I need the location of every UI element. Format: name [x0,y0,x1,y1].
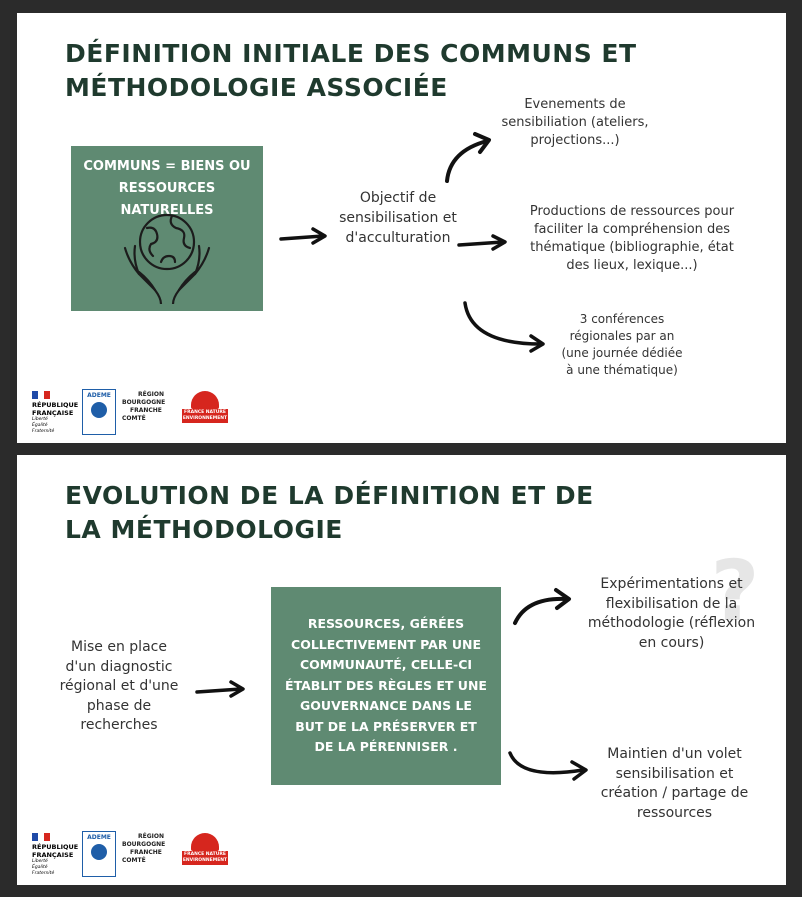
region-line3: FRANCHE [130,407,162,414]
events-text: Evenements de sensibiliation (ateliers, projections...) [501,97,649,148]
resources-definition-text: RESSOURCES, GÉRÉES COLLECTIVEMENT PAR UNE COMMUNAUTÉ, CELLE-CI ÉTABLIT DES RÈGLES ET UNE GOUVERNANCE DANS LE BUT DE LA PRÉSERVER ET DE LA PÉRENNISER . [285,616,487,755]
globe-hands-icon [117,204,217,304]
curved-arrow-up-icon [511,585,575,629]
slide-2-title: EVOLUTION DE LA DÉFINITION ET DE LA MÉTHODOLOGIE [65,481,594,544]
region-line2: BOURGOGNE [122,399,166,406]
fne-label [182,851,228,865]
fne-label [182,409,228,423]
commons-definition-box [71,146,263,311]
region-bfc-logo [122,391,172,423]
ademe-logo [82,389,116,435]
conferences-text: 3 conférences régionales par an (une journée dédiée à une thématique) [561,312,683,377]
ademe-globe-icon [91,402,107,418]
republique-francaise-logo [32,833,80,877]
rf-line2: FRANÇAISE [32,409,74,417]
region-line1: RÉGION [138,391,164,398]
slide-1 [17,13,786,443]
region-line4: COMTÉ [122,857,146,864]
rf-motto: Liberté Égalité Fraternité [32,417,55,434]
arrow-right-icon [279,228,329,246]
region-line2: BOURGOGNE [122,841,166,848]
curved-arrow-down-icon [507,750,593,786]
partner-logos [32,389,272,439]
ademe-label: ADEME [87,392,111,399]
resources-production-text: Productions de ressources pour faciliter la compréhension des thématique (bibliographie, état des lieux, lexique...) [529,204,735,273]
region-line4: COMTÉ [122,415,146,422]
rf-line1: RÉPUBLIQUE [32,401,79,409]
partner-logos [32,831,272,881]
ademe-logo [82,831,116,877]
flag-icon [32,833,50,841]
fne-line2: ENVIRONNEMENT [182,416,228,421]
region-line3: FRANCHE [130,849,162,856]
slide-2 [17,455,786,885]
curved-arrow-down-icon [461,299,551,354]
diagnostic-text: Mise en place d'un diagnostic régional et d'une phase de recherches [59,639,179,733]
arrow-right-icon [457,235,509,253]
republique-francaise-logo [32,391,80,435]
region-line1: RÉGION [138,833,164,840]
flag-icon [32,391,50,399]
experimentation-text: Expérimentations et flexibilisation de la méthodologie (réflexion en cours) [587,576,756,651]
commons-definition-text: COMMUNS = BIENS OU RESSOURCES NATURELLES [83,159,251,218]
fne-line1: FRANCE NATURE [184,410,226,415]
ademe-globe-icon [91,844,107,860]
resources-definition-box [271,587,501,785]
fne-logo [182,391,228,431]
ademe-label: ADEME [87,834,111,841]
fne-line1: FRANCE NATURE [184,852,226,857]
objective-text: Objectif de sensibilisation et d'acculturation [339,190,457,246]
fne-logo [182,833,228,873]
awareness-text: Maintien d'un volet sensibilisation et création / partage de ressources [600,746,749,821]
arrow-right-icon [195,681,247,699]
fne-line2: ENVIRONNEMENT [182,858,228,863]
fne-hedgehog-icon [191,833,219,851]
rf-line1: RÉPUBLIQUE [32,843,79,851]
region-bfc-logo [122,833,172,865]
fne-hedgehog-icon [191,391,219,409]
rf-motto: Liberté Égalité Fraternité [32,859,55,876]
rf-line2: FRANÇAISE [32,851,74,859]
question-mark-icon: ? [710,542,760,640]
slide-1-title: DÉFINITION INITIALE DES COMMUNS ET MÉTHODOLOGIE ASSOCIÉE [65,39,637,102]
